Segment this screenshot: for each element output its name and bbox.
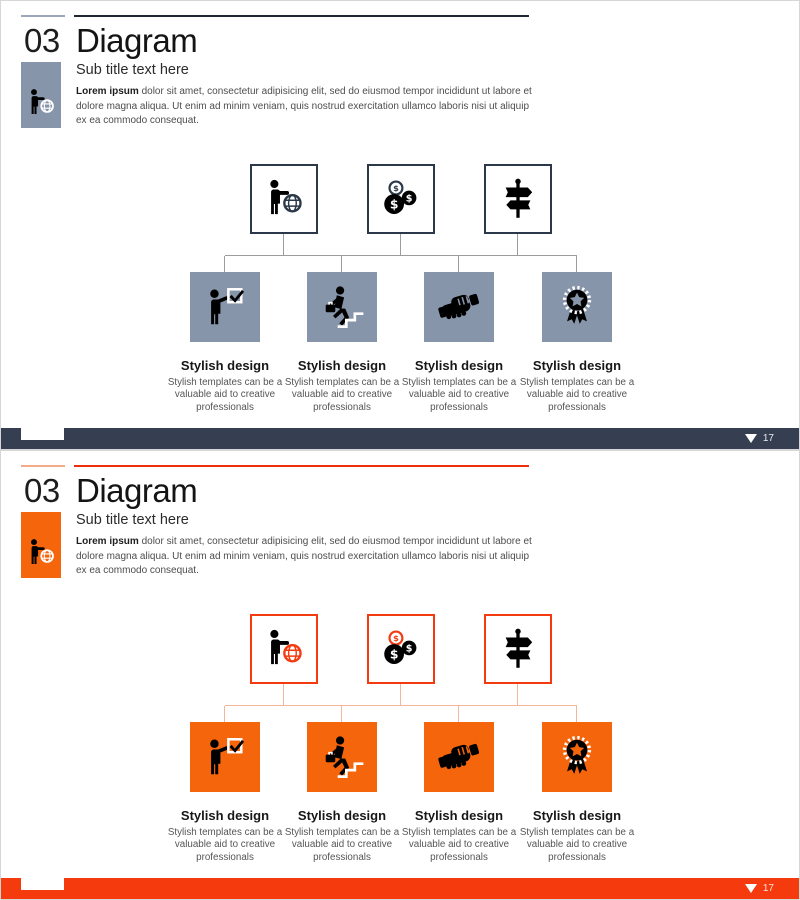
- diagram-tile: [542, 272, 612, 342]
- diagram-node: [367, 164, 435, 234]
- item-description: Stylish templates can be a valuable aid to creative professionals: [167, 827, 283, 863]
- section-number: 03: [24, 472, 60, 509]
- footer-notch: [21, 878, 64, 890]
- connector-line: [517, 684, 518, 705]
- item-description: Stylish templates can be a valuable aid to creative professionals: [284, 827, 400, 863]
- accent-rule-long: [74, 465, 529, 467]
- item-title: Stylish design: [532, 808, 622, 823]
- award-icon: [554, 734, 600, 780]
- connector-line: [283, 684, 284, 705]
- footer-bar: [1, 878, 799, 899]
- item-description: Stylish templates can be a valuable aid to creative professionals: [519, 377, 635, 413]
- award-icon: [554, 284, 600, 330]
- diagram-tile: [424, 272, 494, 342]
- item-title: Stylish design: [297, 358, 387, 373]
- connector-line: [576, 256, 577, 272]
- page-title: Diagram: [76, 22, 198, 59]
- person-globe-icon: [25, 82, 57, 124]
- item-title: Stylish design: [180, 808, 270, 823]
- connector-line: [576, 706, 577, 722]
- item-title: Stylish design: [414, 358, 504, 373]
- person-globe-icon: [262, 177, 306, 221]
- diagram-node: [250, 614, 318, 684]
- lead-text: Lorem ipsum: [76, 536, 139, 547]
- connector-line: [458, 706, 459, 722]
- diagram-node: [484, 614, 552, 684]
- header-tile: [21, 512, 61, 578]
- person-checklist-icon: [202, 734, 248, 780]
- diagram-node: [367, 614, 435, 684]
- connector-line: [224, 256, 225, 272]
- diagram-tile: [542, 722, 612, 792]
- diagram-tile: [307, 722, 377, 792]
- signpost-icon: [496, 627, 540, 671]
- person-globe-icon: [262, 627, 306, 671]
- accent-rule-short: [21, 15, 65, 17]
- coins-icon: [379, 627, 423, 671]
- slide-orange: [0, 450, 800, 900]
- item-description: Stylish templates can be a valuable aid to creative professionals: [519, 827, 635, 863]
- body-paragraph: [76, 85, 538, 129]
- section-number: 03: [24, 22, 60, 59]
- item-title: Stylish design: [180, 358, 270, 373]
- body-text: dolor sit amet, consectetur adipisicing elit, sed do eiusmod tempor incididunt ut labore et dolore magna aliqua. Ut enim ad minim veniam, quis nostrud exercitation ullamco laboris nisi ut aliquip ex ea commodo consequat.: [76, 536, 532, 576]
- diagram-node: [250, 164, 318, 234]
- diagram-tile: [190, 272, 260, 342]
- accent-rule-short: [21, 465, 65, 467]
- page-number: 17: [762, 883, 774, 894]
- item-description: Stylish templates can be a valuable aid to creative professionals: [401, 827, 517, 863]
- diagram-tile: [307, 272, 377, 342]
- connector-line: [400, 684, 401, 705]
- person-checklist-icon: [202, 284, 248, 330]
- item-description: Stylish templates can be a valuable aid to creative professionals: [401, 377, 517, 413]
- item-description: Stylish templates can be a valuable aid to creative professionals: [284, 377, 400, 413]
- connector-line: [225, 255, 577, 256]
- handshake-icon: [436, 284, 482, 330]
- triangle-down-icon: [745, 434, 757, 443]
- career-stairs-icon: [319, 734, 365, 780]
- page-number: 17: [762, 433, 774, 444]
- lead-text: Lorem ipsum: [76, 86, 139, 97]
- accent-rule-long: [74, 15, 529, 17]
- signpost-icon: [496, 177, 540, 221]
- footer-notch: [21, 428, 64, 440]
- person-globe-icon: [25, 532, 57, 574]
- connector-line: [341, 706, 342, 722]
- subtitle: Sub title text here: [76, 62, 189, 78]
- body-text: dolor sit amet, consectetur adipisicing elit, sed do eiusmod tempor incididunt ut labore et dolore magna aliqua. Ut enim ad minim veniam, quis nostrud exercitation ullamco laboris nisi ut aliquip ex ea commodo consequat.: [76, 86, 532, 126]
- page-title: Diagram: [76, 472, 198, 509]
- connector-line: [400, 234, 401, 255]
- triangle-down-icon: [745, 884, 757, 893]
- coins-icon: [379, 177, 423, 221]
- diagram-tile: [424, 722, 494, 792]
- footer-bar: [1, 428, 799, 449]
- item-description: Stylish templates can be a valuable aid to creative professionals: [167, 377, 283, 413]
- connector-line: [224, 706, 225, 722]
- body-paragraph: [76, 535, 538, 579]
- subtitle: Sub title text here: [76, 512, 189, 528]
- connector-line: [517, 234, 518, 255]
- diagram-tile: [190, 722, 260, 792]
- diagram-node: [484, 164, 552, 234]
- item-title: Stylish design: [414, 808, 504, 823]
- connector-line: [458, 256, 459, 272]
- connector-line: [283, 234, 284, 255]
- item-title: Stylish design: [532, 358, 622, 373]
- handshake-icon: [436, 734, 482, 780]
- connector-line: [225, 705, 577, 706]
- career-stairs-icon: [319, 284, 365, 330]
- header-tile: [21, 62, 61, 128]
- item-title: Stylish design: [297, 808, 387, 823]
- connector-line: [341, 256, 342, 272]
